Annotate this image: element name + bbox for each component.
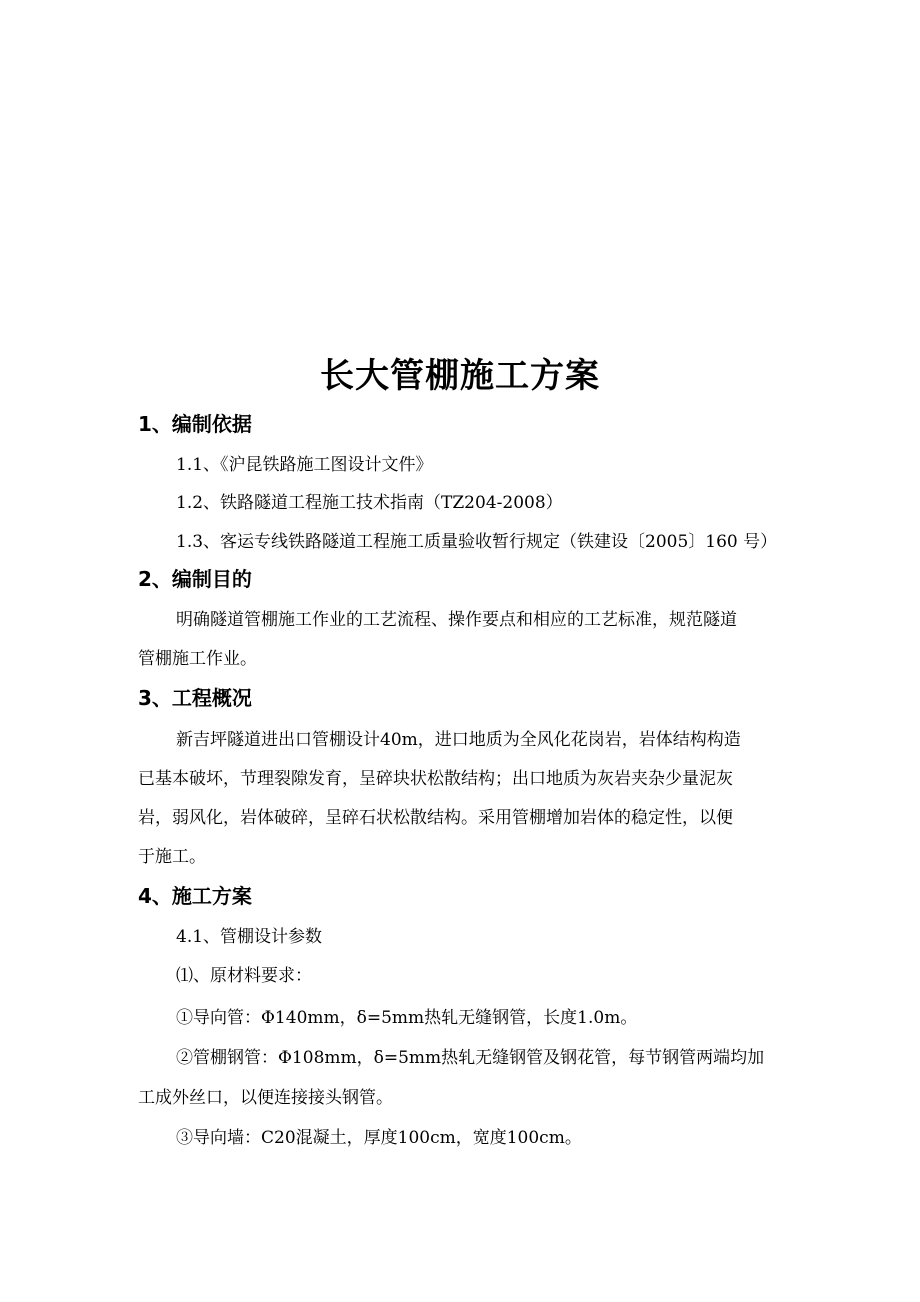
basis-item-2: 1.2、铁路隧道工程施工技术指南（TZ204-2008） [176, 493, 563, 513]
shed-pipe-spec-line-2: 工成外丝口，以便连接接头钢管。 [138, 1088, 393, 1108]
material-requirements-label: ⑴、原材料要求： [176, 966, 312, 986]
basis-item-1: 1.1、《沪昆铁路施工图设计文件》 [176, 455, 433, 475]
section-heading-basis: 1、编制依据 [138, 412, 252, 436]
guide-pipe-spec: ①导向管：Φ140mm，δ=5mm热轧无缝钢管，长度1.0m。 [176, 1008, 638, 1028]
section-heading-plan: 4、施工方案 [138, 884, 252, 908]
document-title: 长大管棚施工方案 [320, 356, 600, 396]
guide-wall-spec: ③导向墙：C20混凝土，厚度100cm，宽度100cm。 [176, 1128, 582, 1148]
purpose-line-1: 明确隧道管棚施工作业的工艺流程、操作要点和相应的工艺标准，规范隧道 [176, 610, 737, 630]
section-heading-overview: 3、工程概况 [138, 686, 252, 710]
plan-subheading: 4.1、管棚设计参数 [176, 927, 323, 947]
overview-line-3: 岩，弱风化，岩体破碎，呈碎石状松散结构。采用管棚增加岩体的稳定性，以便 [138, 808, 733, 828]
shed-pipe-spec-line-1: ②管棚钢管：Φ108mm，δ=5mm热轧无缝钢管及钢花管，每节钢管两端均加 [176, 1048, 765, 1068]
overview-line-2: 已基本破坏，节理裂隙发育，呈碎块状松散结构；出口地质为灰岩夹杂少量泥灰 [138, 769, 733, 789]
overview-line-1: 新吉坪隧道进出口管棚设计40m，进口地质为全风化花岗岩，岩体结构构造 [176, 730, 741, 750]
section-heading-purpose: 2、编制目的 [138, 567, 252, 591]
basis-item-3: 1.3、客运专线铁路隧道工程施工质量验收暂行规定（铁建设〔2005〕160 号） [176, 532, 778, 552]
overview-line-4: 于施工。 [138, 847, 206, 867]
purpose-line-2: 管棚施工作业。 [138, 649, 257, 669]
